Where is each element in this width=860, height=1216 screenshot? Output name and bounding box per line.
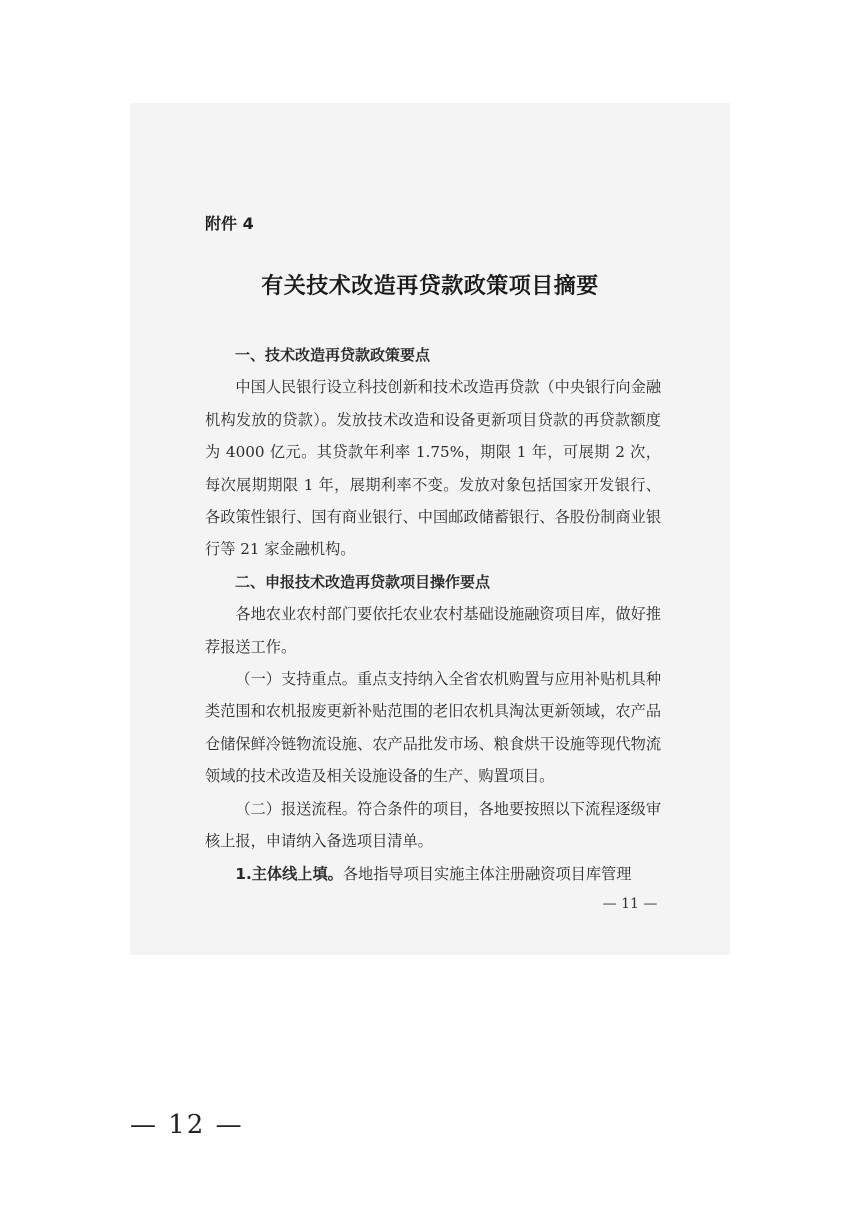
- section-2-heading: 二、申报技术改造再贷款项目操作要点: [235, 572, 491, 591]
- step-1-text: 各地指导项目实施主体注册融资项目库管理: [342, 864, 632, 883]
- document-title: 有关技术改造再贷款政策项目摘要: [261, 273, 599, 299]
- step-1-lead: 1.主体线上填。: [235, 864, 343, 883]
- section-2-item-1: （一）支持重点。重点支持纳入全省农机购置与应用补贴机具种类范围和农机报废更新补贴范围的老旧农机具淘汰更新领域，农产品仓储保鲜冷链物流设施、农产品批发市场、粮食烘干设施等现代物流领域的技术改造及相关设施设备的生产、购置项目。: [205, 670, 661, 786]
- attachment-label: 附件 4: [205, 214, 254, 233]
- inner-page-number: — 11 —: [602, 896, 658, 912]
- section-2-step-1: [205, 858, 661, 890]
- outer-page-number: — 12 —: [130, 1110, 244, 1140]
- section-1-paragraph: 中国人民银行设立科技创新和技术改造再贷款（中央银行向金融机构发放的贷款）。发放技术改造和设备更新项目贷款的再贷款额度为 4000 亿元。其贷款年利率 1.75%，期限 1 年，可展期 2 次，每次展期期限 1 年，展期利率不变。发放对象包括国家开发银行、各政策性银行、国有商业银行、中国邮政储蓄银行、各股份制商业银行等 21 家金融机构。: [205, 378, 661, 559]
- document-body: [205, 339, 661, 890]
- section-2-intro: 各地农业农村部门要依托农业农村基础设施融资项目库，做好推荐报送工作。: [205, 605, 661, 656]
- section-1-heading: 一、技术改造再贷款政策要点: [235, 346, 431, 364]
- section-2-item-2: （二）报送流程。符合条件的项目，各地要按照以下流程逐级审核上报，申请纳入备选项目清单。: [205, 799, 661, 851]
